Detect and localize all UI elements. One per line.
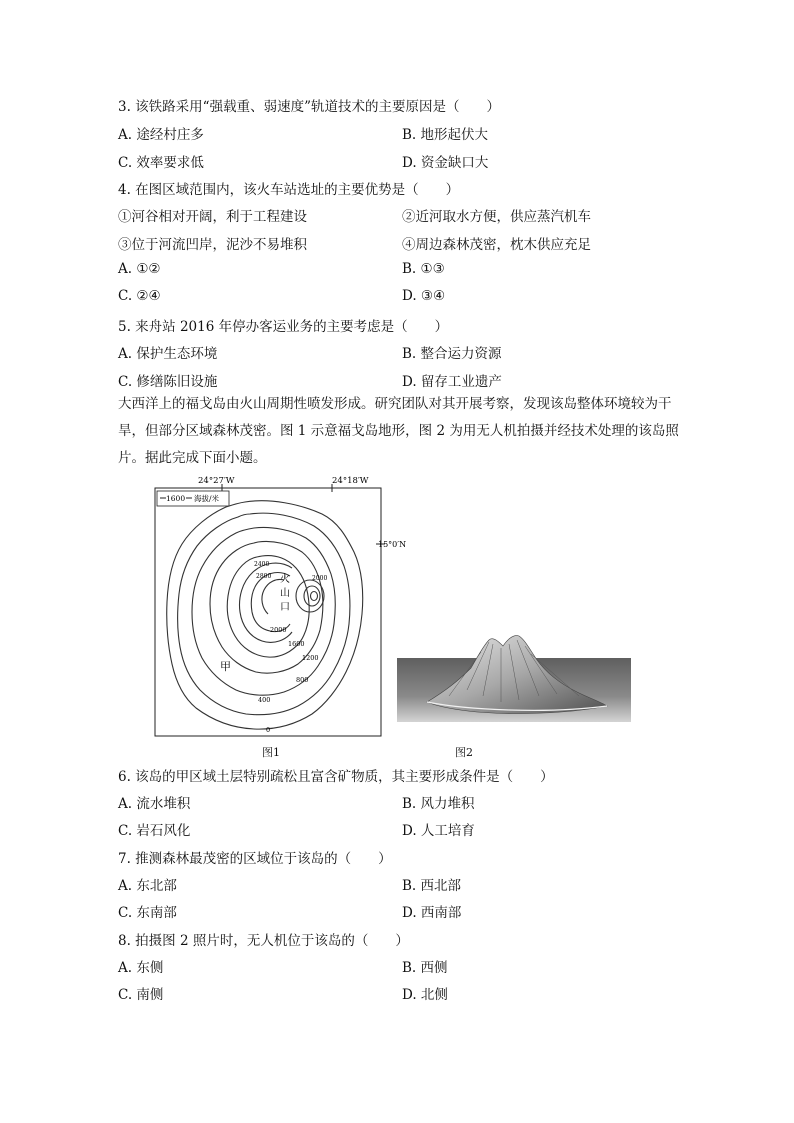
q6-option-d: D. 人工培育 [402, 823, 475, 839]
label-contour-2000-cone: 2000 [312, 575, 328, 582]
q6-option-c: C. 岩石风化 [118, 823, 191, 839]
q4-option-d: D. ③④ [402, 288, 446, 304]
contour-400 [178, 513, 350, 715]
q4-stem: 4. 在图区域范围内，该火车站选址的主要优势是（ ） [118, 182, 460, 198]
lon-right-label: 24°18′W [332, 476, 369, 486]
q7-option-b: B. 西北部 [402, 878, 462, 894]
q6-stem: 6. 该岛的甲区域土层特别疏松且富含矿物质，其主要形成条件是（ ） [118, 769, 554, 785]
lon-left-label: 24°27′W [198, 476, 235, 486]
q6-option-b: B. 风力堆积 [402, 796, 475, 812]
q5-stem: 5. 来舟站 2016 年停办客运业务的主要考虑是（ ） [118, 319, 449, 335]
q3-option-a: A. 途经村庄多 [118, 127, 204, 143]
label-contour-2800: 2800 [256, 573, 272, 580]
crater-label-1: 火 [280, 574, 290, 585]
q4-option-c: C. ②④ [118, 288, 161, 304]
legend-value: 1600 [166, 494, 186, 503]
q3-option-b: B. 地形起伏大 [402, 127, 489, 143]
q5-option-b: B. 整合运力资源 [402, 346, 502, 362]
q5-option-a: A. 保护生态环境 [118, 346, 218, 362]
q7-stem: 7. 推测森林最茂密的区域位于该岛的（ ） [118, 851, 392, 867]
q7-option-d: D. 西南部 [402, 905, 462, 921]
figure1-contour-map [150, 474, 407, 740]
crater-label-2: 山 [280, 588, 290, 599]
region-jia-label: 甲 [220, 660, 231, 673]
q5-option-c: C. 修缮陈旧设施 [118, 374, 218, 390]
figure1-caption: 图1 [262, 746, 280, 759]
legend-unit: 海拔/米 [194, 494, 220, 503]
q8-option-c: C. 南侧 [118, 987, 164, 1003]
label-contour-0: 0 [266, 726, 271, 734]
q3-option-c: C. 效率要求低 [118, 155, 204, 171]
q4-option-a: A. ①② [118, 261, 161, 277]
q4-statement-3: ③位于河流凹岸，泥沙不易堆积 [118, 237, 307, 253]
q8-stem: 8. 拍摄图 2 照片时，无人机位于该岛的（ ） [118, 933, 409, 949]
label-contour-1200: 1200 [302, 654, 319, 662]
q7-option-a: A. 东北部 [118, 878, 177, 894]
q6-option-a: A. 流水堆积 [118, 796, 191, 812]
q4-statement-1: ①河谷相对开阔，利于工程建设 [118, 209, 307, 225]
crater-label-3: 口 [280, 602, 290, 613]
label-contour-800: 800 [296, 676, 309, 684]
q8-option-b: B. 西侧 [402, 960, 448, 976]
lat-label: 15°0′N [378, 540, 407, 549]
q3-stem: 3. 该铁路采用“强载重、弱速度”轨道技术的主要原因是（ ） [118, 99, 500, 115]
q8-option-d: D. 北侧 [402, 987, 448, 1003]
q3-option-d: D. 资金缺口大 [402, 155, 489, 171]
figure2-island-photo [397, 630, 631, 722]
label-contour-1600: 1600 [288, 640, 305, 648]
cone-summit [311, 592, 318, 601]
label-contour-2400: 2400 [254, 561, 270, 568]
label-contour-2000: 2000 [270, 626, 287, 634]
q7-option-c: C. 东南部 [118, 905, 177, 921]
q4-option-b: B. ①③ [402, 261, 445, 277]
q4-statement-4: ④周边森林茂密，枕木供应充足 [402, 237, 591, 253]
q4-statement-2: ②近河取水方便，供应蒸汽机车 [402, 209, 591, 225]
label-contour-400: 400 [258, 696, 271, 704]
q5-option-d: D. 留存工业遗产 [402, 374, 502, 390]
passage-text: 大西洋上的福戈岛由火山周期性喷发形成。研究团队对其开展考察，发现该岛整体环境较为干旱，但部分区域森林茂密。图 1 示意福戈岛地形，图 2 为用无人机拍摄并经技术处理的该岛照片。据此完成下面小题。 [118, 396, 679, 466]
figure2-caption: 图2 [455, 746, 473, 759]
q8-option-a: A. 东侧 [118, 960, 164, 976]
